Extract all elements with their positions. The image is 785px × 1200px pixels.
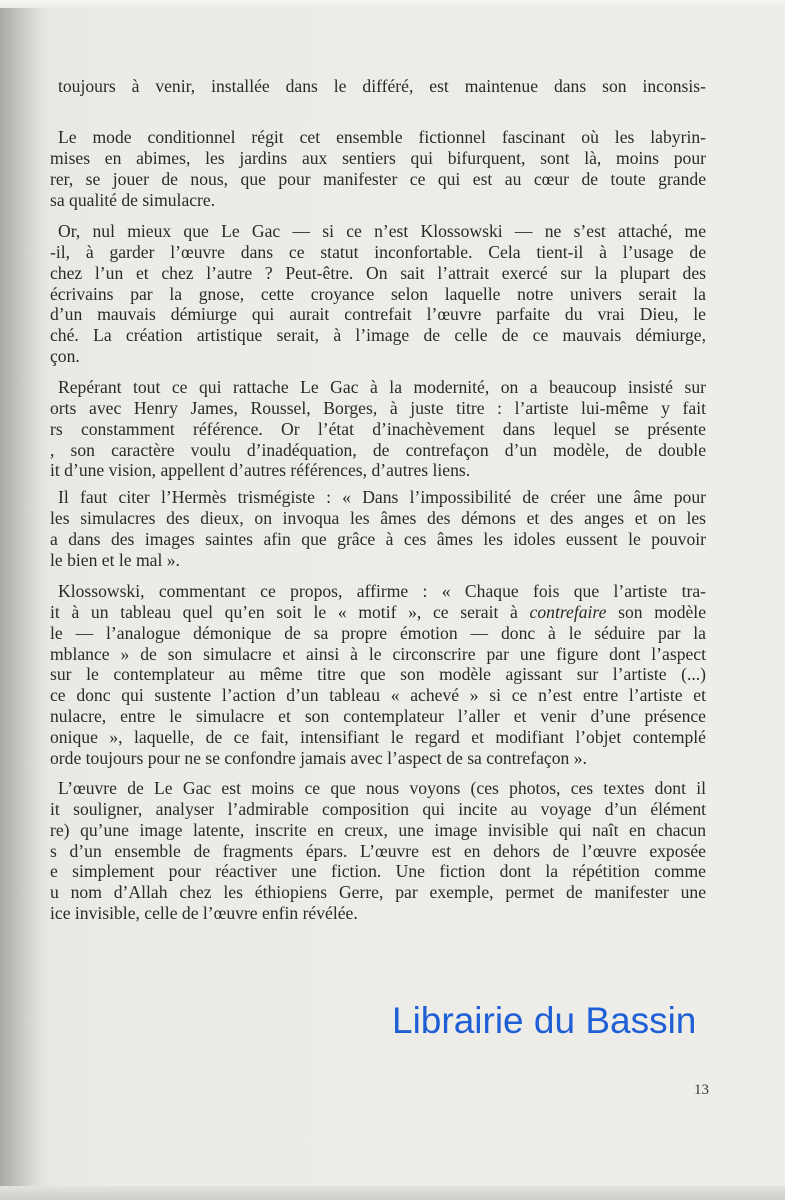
text-line: u nom d’Allah chez les éthiopiens Gerre, par exemple, permet de manifester une — [50, 882, 706, 903]
text-line: orts avec Henry James, Roussel, Borges, à juste titre : l’artiste lui-même y fait — [50, 397, 706, 418]
text-line: Le mode conditionnel régit cet ensemble fictionnel fascinant où les labyrin- — [58, 127, 706, 147]
text-line: le — l’analogue démonique de sa propre émotion — donc à le séduire par la — [50, 622, 706, 643]
text-line: it souligner, analyser l’admirable composition qui incite au voyage d’un élément — [50, 798, 706, 819]
text-line: it à un tableau quel qu’en soit le « motif », ce serait à contrefaire son modèle — [50, 601, 706, 622]
text-line: ce donc qui sustente l’action d’un tableau « achevé » si ce n’est entre l’artiste et — [50, 685, 706, 706]
text-line: mblance » de son simulacre et ainsi à le circonscrire par une figure dont l’aspect — [50, 643, 706, 664]
text-line: onique », laquelle, de ce fait, intensifiant le regard et modifiant l’objet contemplé — [50, 726, 706, 747]
text-line: it d’une vision, appellent d’autres références, d’autres liens. — [50, 460, 471, 481]
text-line: rer, se jouer de nous, que pour manifester ce qui est au cœur de toute grande — [50, 168, 706, 189]
page-bottom-edge — [0, 1186, 785, 1200]
text-line: écrivains par la gnose, cette croyance selon laquelle notre univers serait la — [50, 283, 706, 304]
text-line: sur le contemplateur au même titre que son modèle agissant sur l’artiste (...) — [50, 664, 706, 685]
text-line: chez l’un et chez l’autre ? Peut-être. On sait l’attrait exercé sur la plupart des — [50, 262, 706, 283]
text-line: Il faut citer l’Hermès trismégiste : « Dans l’impossibilité de créer une âme pour — [58, 487, 706, 507]
text-line: ice invisible, celle de l’œuvre enfin révélée. — [50, 903, 358, 924]
page-top-edge — [0, 0, 785, 8]
text-line: a dans des images saintes afin que grâce à ces âmes les idoles eussent le pouvoir — [50, 528, 706, 549]
text-line: e simplement pour réactiver une fiction. Une fiction dont la répétition comme — [50, 861, 706, 882]
text-line: les simulacres des dieux, on invoqua les âmes des démons et des anges et on les — [50, 507, 706, 528]
text-line: Or, nul mieux que Le Gac — si ce n’est Klossowski — ne s’est attaché, me — [58, 221, 706, 241]
text-line: , son caractère voulu d’inadéquation, de contrefaçon d’un modèle, de double — [50, 439, 706, 460]
text-line: le bien et le mal ». — [50, 549, 180, 570]
text-line: orde toujours pour ne se confondre jamais avec l’aspect de sa contrefaçon ». — [50, 747, 587, 768]
italic-emphasis: contrefaire — [529, 601, 607, 622]
text-line: Repérant tout ce qui rattache Le Gac à la modernité, on a beaucoup insisté sur — [58, 377, 706, 397]
text-line: d’un mauvais démiurge qui aurait contrefait l’œuvre parfaite du vrai Dieu, le — [50, 304, 706, 325]
text-line: s d’un ensemble de fragments épars. L’œuvre est en dehors de l’œuvre exposée — [50, 840, 706, 861]
text-line: ché. La création artistique serait, à l’image de celle de ce mauvais démiurge, — [50, 325, 706, 346]
text-line: sa qualité de simulacre. — [50, 189, 216, 210]
text-line: re) qu’une image latente, inscrite en creux, une image invisible qui naît en chacun — [50, 819, 706, 840]
text-line: nulacre, entre le simulacre et son contemplateur l’aller et venir d’une présence — [50, 706, 706, 727]
text-line: mises en abimes, les jardins aux sentiers qui bifurquent, sont là, moins pour — [50, 147, 706, 168]
text-line: L’œuvre de Le Gac est moins ce que nous voyons (ces photos, ces textes dont il — [58, 778, 706, 798]
watermark: Librairie du Bassin — [392, 1000, 697, 1041]
text-line: rs constamment référence. Or l’état d’inachèvement dans lequel se présente — [50, 418, 706, 439]
text-line: toujours à venir, installée dans le différé, est maintenue dans son inconsis- — [58, 76, 706, 96]
text-line: Klossowski, commentant ce propos, affirme : « Chaque fois que l’artiste tra- — [58, 581, 706, 601]
text-line: -il, à garder l’œuvre dans ce statut inconfortable. Cela tient-il à l’usage de — [50, 241, 706, 262]
page-number: 13 — [694, 1082, 709, 1098]
text-line: çon. — [50, 346, 80, 367]
